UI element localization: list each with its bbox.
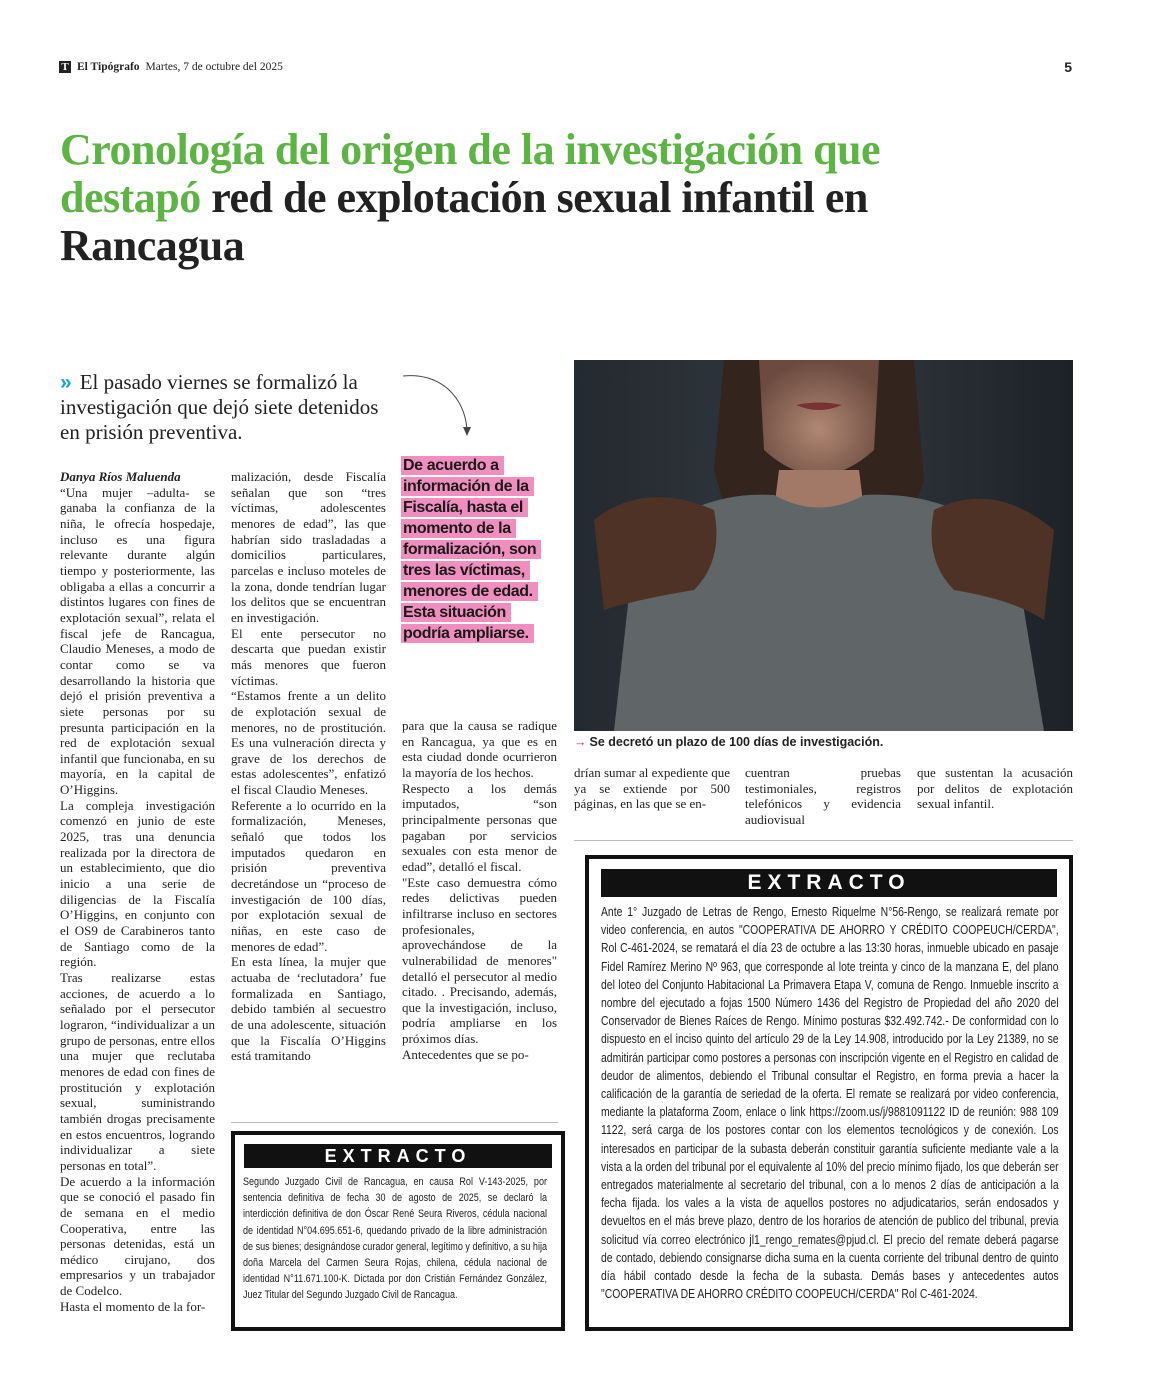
paragraph: Antecedentes que se po- [402,1046,529,1062]
notice-body: Segundo Juzgado Civil de Rancagua, en causa Rol V-143-2025, por sentencia definitiva de fecha 30 de agosto de 2025, se declaró la interdicción definitiva de don Óscar René Seura Riveros, cédula nacional de identidad N°04.695.651-6, quedando privado de la libre administración de sus bienes; designándose curador general, legítimo y definitivo, a su hija doña Marcela del Carmen Seura Rojas, chilena, cédula nacional de identidad N°11.671.100-K. Dictada por don Cristián Fernández González, Juez Titular del Segundo Juzgado Civil de Rancagua. [243,1176,547,1302]
article-column-5: cuentran pruebas testimoniales, registros telefónicos y evidencia audiovisual [745,765,901,827]
double-chevron-quote-icon: » [60,371,72,394]
paragraph: En esta línea, la mujer que actuaba de ‘reclutadora’ fue formalizada en Santiago, debido también al secuestro de una adolescente, situación que la Fiscalía O’Higgins está tramitando [231,954,386,1064]
article-column-2 [231,469,386,1064]
article-column-6: que sustentan la acusación por delitos de explotación sexual infantil. [917,765,1073,812]
legal-notice-large [585,855,1073,1331]
pull-quote-text: De acuerdo a información de la Fiscalía, hasta el momento de la formalización, son tres las víctimas, menores de edad. Esta situación podría ampliarse. [402,457,540,642]
photo-caption [574,735,883,749]
article-photo [574,360,1073,731]
paragraph: para que la causa se radique en Rancagua, ya que es en esta ciudad donde ocurrieron la mayoría de los hechos. [402,718,557,780]
paragraph: Tras realizarse estas acciones, de acuerdo a lo señalado por el persecutor lograron, “individualizar a un grupo de personas, entre ellos una mujer que reclutaba menores de edad con fines de prostitución y explotación sexual, suministrando también drogas precisamente en estos encuentros, logrando individualizar a siete personas en total”. [60,970,215,1173]
page-header [59,61,283,73]
paragraph: "Este caso demuestra cómo redes delictivas pueden infiltrarse incluso en sectores profesionales, aprovechándose de la vulnerabilidad de menores" detalló el persecutor al medio citado. . Precisando, además, que la investigación, incluso, podría ampliarse en los próximos días. [402,874,557,1047]
notice-body: Ante 1° Juzgado de Letras de Rengo, Ernesto Riquelme N°56-Rengo, se realizará remate por video conferencia, en autos "COOPERATIVA DE AHORRO Y CRÉDITO COOPEUCH/CERDA", Rol C-461-2024, se rematará el día 23 de octubre a las 13:30 horas, inmueble ubicado en pasaje Fidel Ramírez Merino Nº 963, que corresponde al lote treinta y cinco de la manzana E, del plano del loteo del Conjunto Habitacional La Primavera Etapa V, comuna de Rengo. Inmueble inscrito a nombre del ejecutado a fojas 1500 Número 1436 del Registro de Propiedad del año 2020 del Conservador de Bienes Raíces de Rengo. Mínimo posturas $32.492.742.- De conformidad con lo dispuesto en el inciso quinto del artículo 29 de la Ley 14.908, introducido por la Ley 21389, no se admitirán participar como postores a personas con inscripción vigente en el Registro en calidad de deudor de alimentos, debiendo el Tribunal consultar el Registro, en forma previa a hacer la calificación de la garantía de seriedad de la oferta. El remate se realizará por video conferencia, mediante la plataforma Zoom, enlace o link https://zoom.us/j/9881091122 ID de reunión: 988 109 1122, será carga de los postores contar con los elementos tecnológicos y de conexión. Los interesados en participar de la subasta deberán constituir garantía suficiente mediante vale a la vista a la orden del tribunal por el equivalente al 10% del precio mínimo fijado, los que deberán ser entregados materialmente al secretario del tribunal, con a lo menos 2 días de anticipación a la fecha fijada. los vales a la vista de aquellos postores no adjudicatarios, serán endosados y devueltos en el más breve plazo, dentro de los horarios de atención de publico del tribunal, previa solicitud vía correo electrónico jl1_rengo_remates@pjud.cl. El precio del remate deberá pagarse de contado, debiendo consignarse dicha suma en la cuenta corriente del tribunal dentro de quinto día hábil contado desde la fecha de la subasta. Demás bases y antecedentes autos "COOPERATIVA DE AHORRO CRÉDITO COOPEUCH/CERDA" Rol C-461-2024. [601,904,1059,1302]
deck [60,370,390,445]
publication-name: El Tipógrafo [77,61,140,73]
legal-notice-small [231,1131,565,1331]
paragraph: El ente persecutor no descarta que puedan existir más menores que fueron víctimas. [231,625,386,688]
pull-quote [402,455,552,644]
article-column-4: drían sumar al expediente que ya se extiende por 500 páginas, en las que se en- [574,765,730,812]
paragraph: Referente a lo ocurrido en la formalización, Meneses, señaló que todos los imputados quedaron en prisión preventiva decretándose un “proceso de investigación de 100 días, por explotación sexual de niñas, en este caso de menores de edad”. [231,797,386,954]
divider [231,1122,558,1123]
headline-green: Cronología del origen de la investigación que destapó [60,125,881,222]
paragraph: “Una mujer –adulta- se ganaba la confianza de la niña, le ofrecía hospedaje, incluso es una figura relevante durante algún tiempo y posteriormente, las obligaba a ellas a concurrir a distintos lugares con fines de explotación sexual”, relata el fiscal jefe de Rancagua, Claudio Meneses, a modo de contar como se va desarrollando la historia que dejó el prisión preventiva a siete personas por su presunta participación en la red de explotación sexual infantil que funcionaba, en su mayoría, en la capital de O’Higgins. [60,484,215,798]
paragraph: La compleja investigación comenzó en junio de este 2025, tras una denuncia realizada por la directora de un establecimiento, que dio inicio a una serie de diligencias de la Fiscalía O’Higgins, en conjunto con el OS9 de Carabineros tanto de Santiago como de la región. [60,797,215,970]
paragraph: Respecto a los demás imputados, “son principalmente personas que pagaban por servicios sexuales con esta menor de edad”, detalló el fiscal. [402,780,557,874]
headline [60,126,960,270]
divider [574,840,1073,841]
deck-text: El pasado viernes se formalizó la investigación que dejó siete detenidos en prisión preventiva. [60,370,379,444]
logo-icon: T [59,61,71,73]
notice-title: EXTRACTO [601,869,1057,897]
notice-title: EXTRACTO [244,1144,552,1168]
paragraph: malización, desde Fiscalía señalan que son “tres víctimas, adolescentes menores de edad”, las que habrían sido trasladadas a domicilios particulares, parcelas e incluso moteles de la zona, donde tendrían lugar los delitos que se encuentran en investigación. [231,469,386,625]
article-column-1 [60,469,215,1314]
paragraph: “Estamos frente a un delito de explotación sexual de menores, no de prostitución. Es una vulneración directa y grave de los derechos de estas adolescentes”, enfatizó el fiscal Claudio Meneses. [231,688,386,798]
page-number: 5 [1064,59,1072,75]
arrow-right-icon: → [574,735,587,749]
curved-arrow-icon [400,372,480,442]
author-byline: Danya Ríos Maluenda [60,469,181,484]
caption-text: Se decretó un plazo de 100 días de investigación. [589,735,884,749]
paragraph: De acuerdo a la información que se conoció el pasado fin de semana en el medio Cooperativa, entre las personas detenidas, está un médico cirujano, dos empresarios y un trabajador de Codelco. [60,1173,215,1299]
article-column-3 [402,718,557,1062]
issue-date: Martes, 7 de octubre del 2025 [145,61,283,73]
headline-dark: red de explotación sexual infantil en Rancagua [60,173,868,270]
paragraph: Hasta el momento de la for- [60,1298,206,1314]
